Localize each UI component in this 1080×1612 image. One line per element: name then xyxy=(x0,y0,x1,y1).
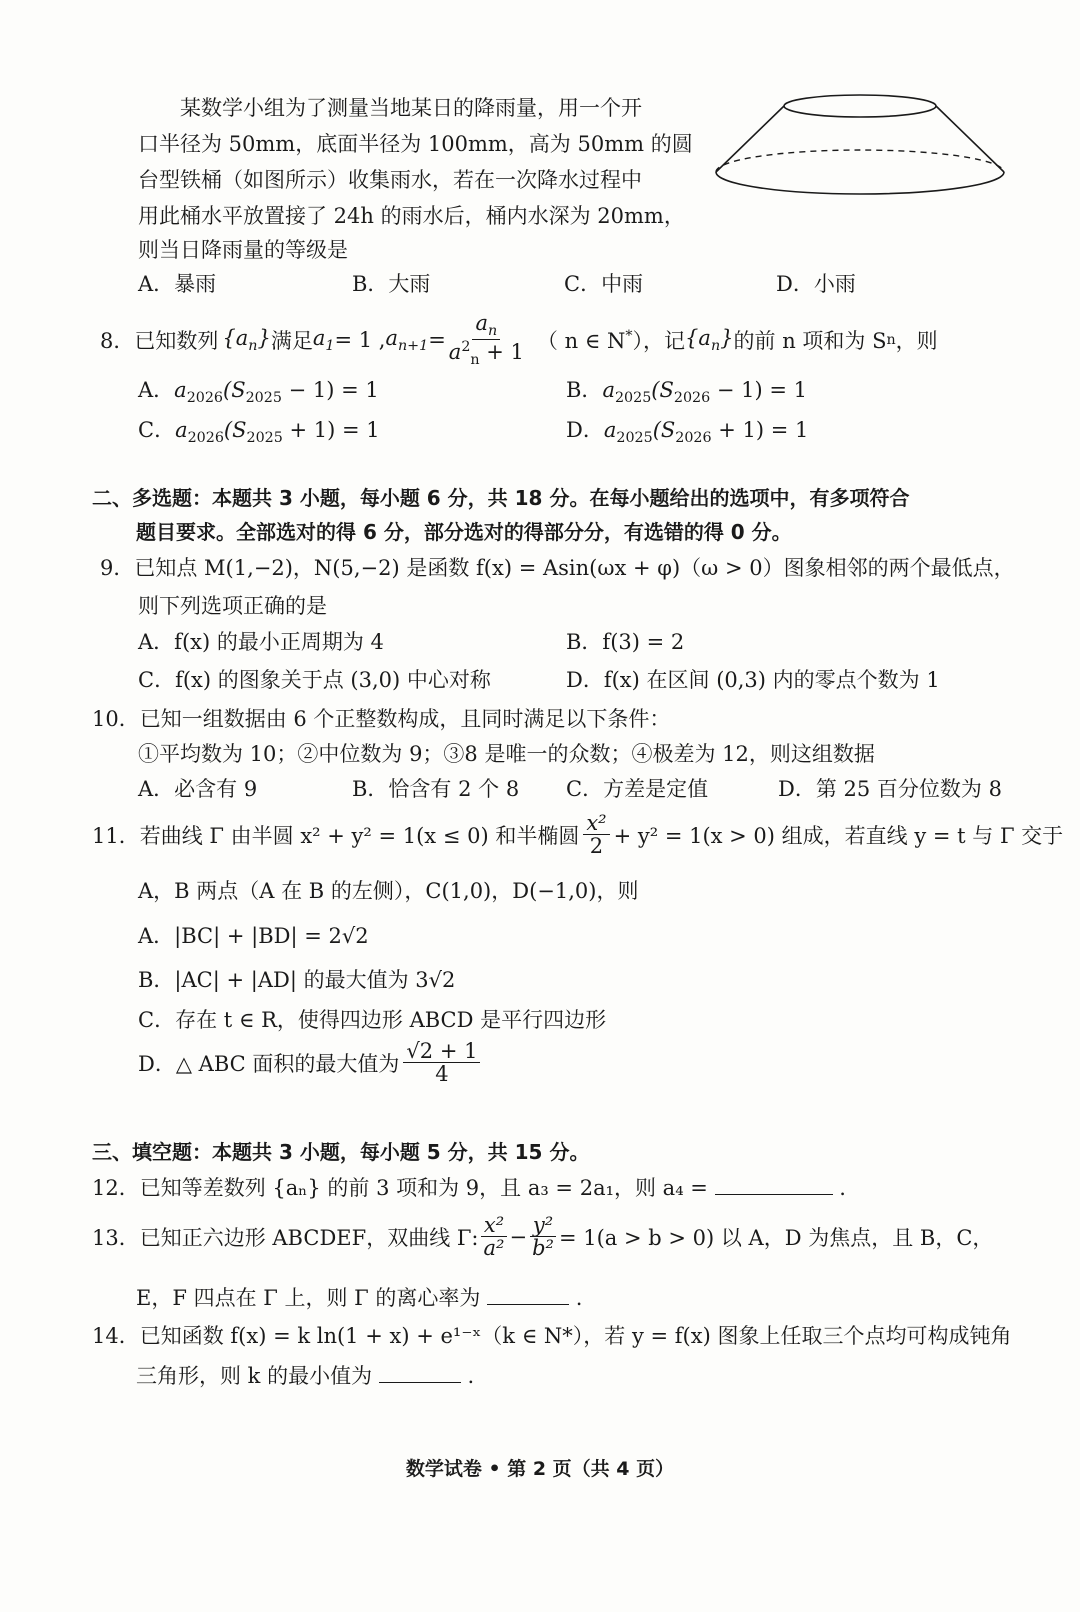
q9-line-1: 9．已知点 M(1,−2)，N(5,−2) 是函数 f(x) = Asin(ωx + φ)（ω > 0）图象相邻的两个最低点， xyxy=(100,556,1015,580)
q13-fraction-y: $\frac{\text{y²}}{\text{b²}}$ xyxy=(529,1214,557,1259)
q8-text-a: 已知数列 xyxy=(134,329,219,354)
page-footer: 数学试卷 • 第 2 页（共 4 页） xyxy=(405,1458,675,1480)
q10-option-a: A．必含有 9 xyxy=(138,777,258,801)
q7-option-c: C．中雨 xyxy=(564,272,644,296)
q8-option-c: C．$a_{2026}(S_{2025} + 1) = 1$ xyxy=(138,418,380,447)
q11-option-c: C．存在 t ∈ R，使得四边形 ABCD 是平行四边形 xyxy=(138,1008,607,1032)
q13-answer-blank[interactable] xyxy=(487,1303,569,1305)
q13-line-2: E，F 四点在 Γ 上，则 Γ 的离心率为 . xyxy=(136,1286,583,1310)
q14-answer-blank[interactable] xyxy=(379,1381,461,1383)
q10-line-1: 10．已知一组数据由 6 个正整数构成，且同时满足以下条件： xyxy=(92,707,671,731)
q13-line-1: 13．已知正六边形 ABCDEF，双曲线 Γ: $\frac{\text{x²}}{\text{a²}}$ − $\frac{\text{y²}}{\text{b²}}$ = 1(a > b > 0) 以 A，D 为焦点，且 B，C， xyxy=(92,1213,994,1261)
q10-line-2: ①平均数为 10；②中位数为 9；③8 是唯一的众数；④极差为 12，则这组数据 xyxy=(138,742,875,766)
q14-line-2: 三角形，则 k 的最小值为 . xyxy=(136,1364,475,1388)
section2-heading-line1: 二、多选题：本题共 3 小题，每小题 6 分，共 18 分。在每小题给出的选项中，有多项符合 xyxy=(92,486,910,510)
q9-option-d: D．f(x) 在区间 (0,3) 内的零点个数为 1 xyxy=(566,668,940,692)
q11-option-d: D．△ ABC 面积的最大值为 $\frac{√2 + 1}{4}$ xyxy=(138,1040,480,1085)
q7-option-d: D．小雨 xyxy=(776,272,856,296)
q8-text-b: 满足 xyxy=(270,329,313,354)
q11-line-2: A，B 两点（A 在 B 的左侧），C(1,0)，D(−1,0)，则 xyxy=(138,879,639,903)
q14-line-1: 14．已知函数 f(x) = k ln(1 + x) + e¹⁻ˣ（k ∈ N*），若 y = f(x) 图象上任取三个点均可构成钝角 xyxy=(92,1324,1012,1348)
q11-line-1: 11．若曲线 Γ 由半圆 x² + y² = 1(x ≤ 0) 和半椭圆 $\frac{\text{x²}}{2}$ + y² = 1(x > 0) 组成，若直线 y = t 与 Γ 交于 xyxy=(92,811,1064,859)
q9-option-a: A．f(x) 的最小正周期为 4 xyxy=(138,630,384,654)
q9-option-b: B．f(3) = 2 xyxy=(566,630,685,654)
q7-option-b: B．大雨 xyxy=(352,272,431,296)
section2-heading-line2: 题目要求。全部选对的得 6 分，部分选对的得部分分，有选错的得 0 分。 xyxy=(136,520,792,544)
q7-line-4: 用此桶水平放置接了 24h 的雨水后，桶内水深为 20mm， xyxy=(138,204,685,228)
q7-option-a: A．暴雨 xyxy=(138,272,217,296)
q8-number: 8． xyxy=(100,329,135,354)
q7-line-3: 台型铁桶（如图所示）收集雨水，若在一次降水过程中 xyxy=(138,168,642,192)
q12-answer-blank[interactable] xyxy=(715,1193,833,1195)
q7-line-5: 则当日降雨量的等级是 xyxy=(138,238,348,262)
q8-option-d: D．$a_{2025}(S_{2026} + 1) = 1$ xyxy=(566,418,809,447)
q9-option-c: C．f(x) 的图象关于点 (3,0) 中心对称 xyxy=(138,668,491,692)
q10-option-b: B．恰含有 2 个 8 xyxy=(352,777,520,801)
q9-line-2: 则下列选项正确的是 xyxy=(138,594,327,618)
q7-line-2: 口半径为 50mm，底面半径为 100mm，高为 50mm 的圆 xyxy=(138,132,693,156)
q10-option-d: D．第 25 百分位数为 8 xyxy=(778,777,1002,801)
q11-option-d-fraction: $\frac{√2 + 1}{4}$ xyxy=(403,1040,480,1085)
q8-stem: 8． 已知数列 $\{a_n\}$ 满足 $a_1$ = 1 , $a_{n+1}$ = $\frac{a_n}{a^2_n + 1}$ （ n ∈ N*），记 $\{a_n\}$ 的前 n 项和为 S n ，则 xyxy=(100,311,938,369)
q8-option-a: A．$a_{2026}(S_{2025} - 1) = 1$ xyxy=(138,378,379,407)
q10-option-c: C．方差是定值 xyxy=(566,777,709,801)
q7-line-1: 某数学小组为了测量当地某日的降雨量，用一个开 xyxy=(180,96,642,120)
q8-option-b: B．$a_{2025}(S_{2026} - 1) = 1$ xyxy=(566,378,807,407)
section3-heading: 三、填空题：本题共 3 小题，每小题 5 分，共 15 分。 xyxy=(92,1140,590,1164)
q11-option-b: B．|AC| + |AD| 的最大值为 3√2 xyxy=(138,968,456,992)
q11-ellipse-fraction: $\frac{\text{x²}}{2}$ xyxy=(583,812,609,857)
q12-line: 12．已知等差数列 {aₙ} 的前 3 项和为 9，且 a₃ = 2a₁，则 a₄ = . xyxy=(92,1176,846,1200)
q13-fraction-x: $\frac{\text{x²}}{\text{a²}}$ xyxy=(481,1214,508,1259)
q11-option-a: A．|BC| + |BD| = 2√2 xyxy=(138,924,369,948)
frustum-bucket-figure xyxy=(710,92,1010,212)
q8-recurrence-fraction: $\frac{a_n}{a^2_n + 1}$ xyxy=(448,311,524,369)
